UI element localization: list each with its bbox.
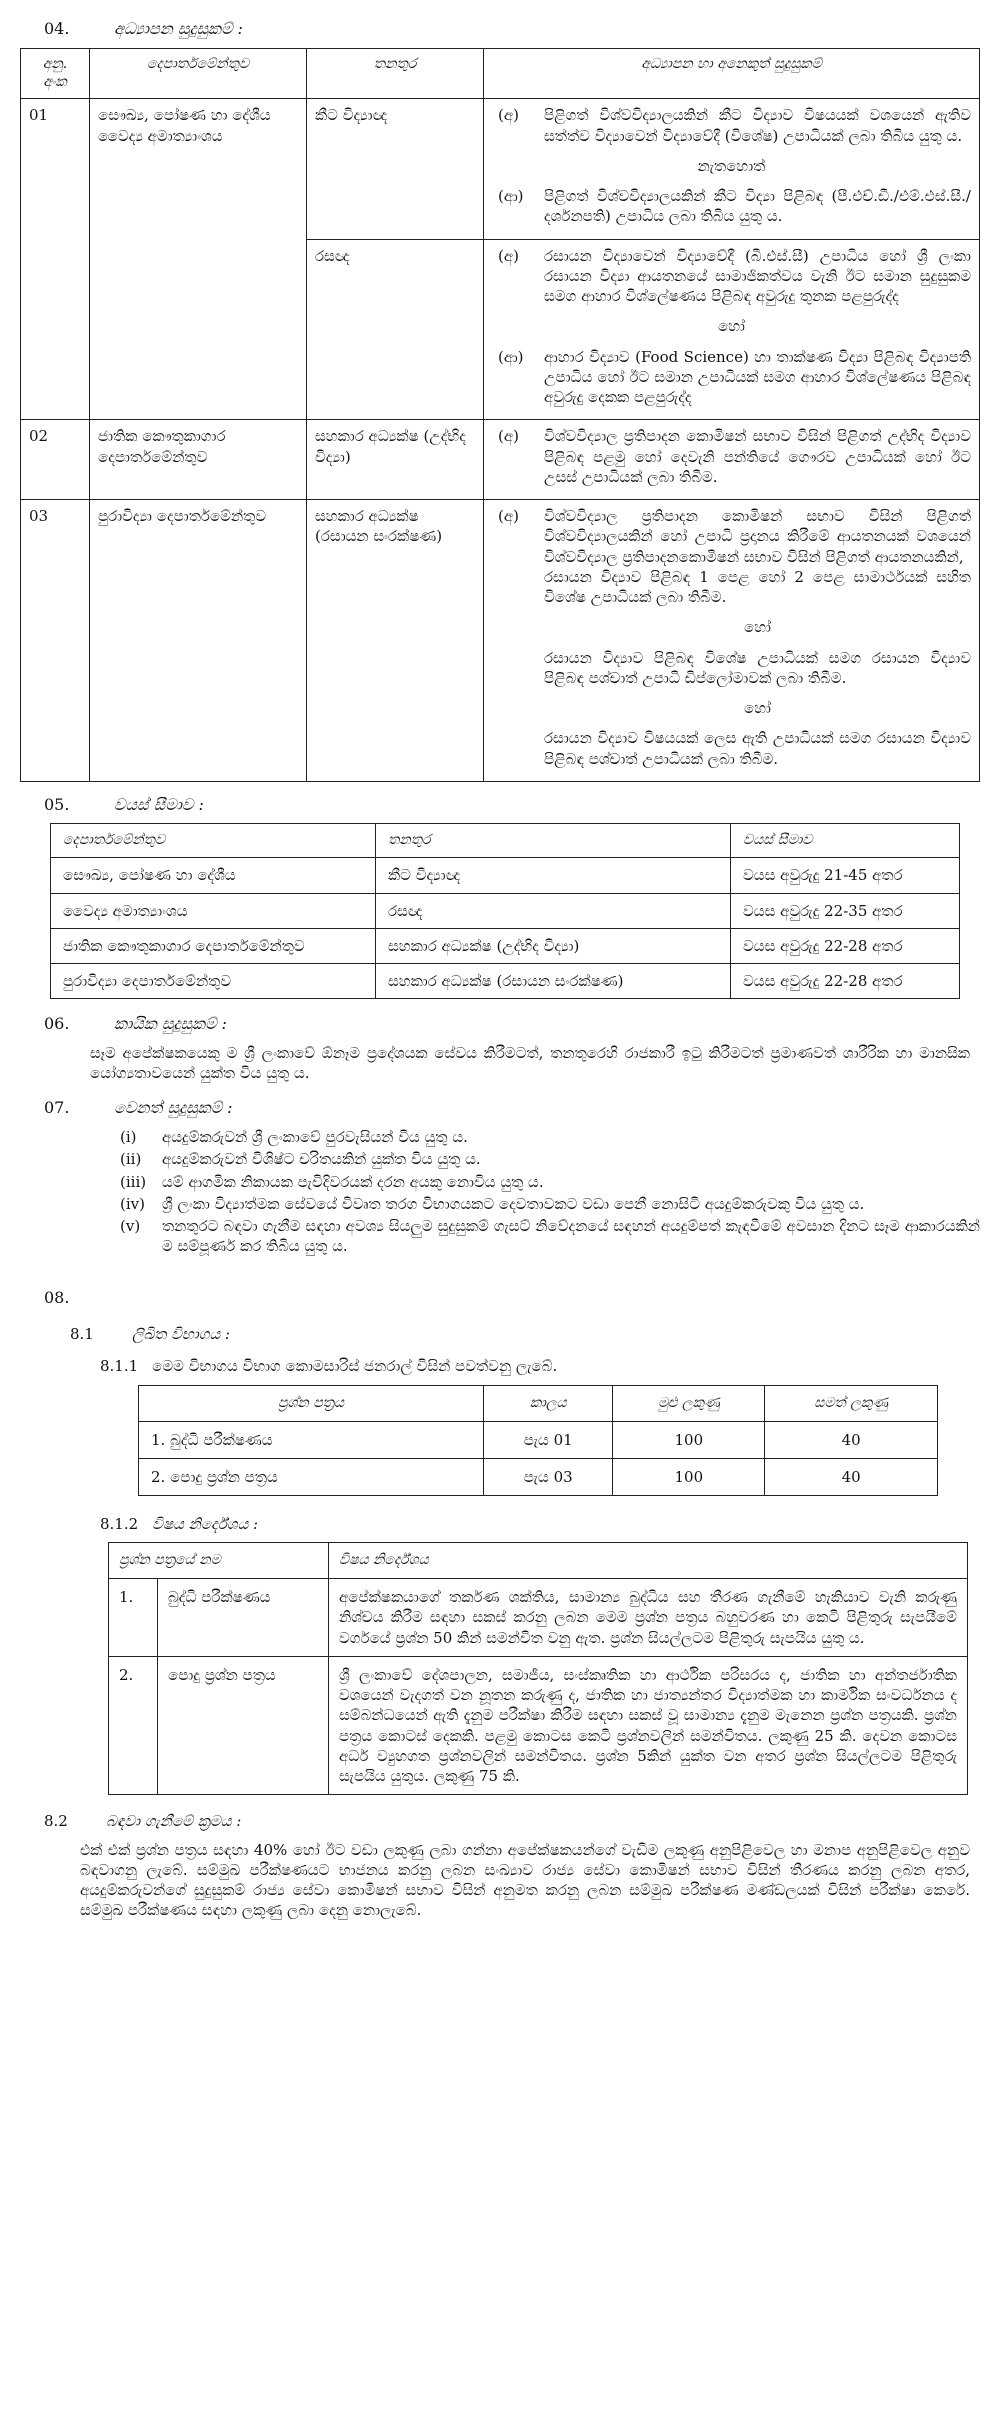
col-header-department: දෙපාර්තමේන්තුව [51,824,376,858]
department-cell: පුරාවිද්‍යා දෙපාර්තමේන්තුව [51,964,376,999]
table-row [21,500,980,782]
item-text: විශ්වවිද්‍යාල ප්‍රතිපාදන කොමිෂන් සභාව විසින් පිළිගත් උද්භිද විද්‍යාව පිළිබඳ පළමු හෝ දෙවැනි පන්තියේ ගෞරව උපාධියක් හෝ ඊට උසස් උපාධියක් ලබා තිබීම. [544,427,971,486]
qualification-item [492,246,971,307]
table-row [139,1421,938,1458]
row-number: 1. [109,1579,158,1657]
qualification-cell [484,99,980,239]
or-separator: නැතහොත් [697,156,766,175]
col-header-post: තනතුර [307,48,484,99]
time-cell: පැය 01 [484,1421,613,1458]
item-marker: (අ) [498,246,519,265]
post-cell: රසඥ [307,239,484,420]
department-cell: ජාතික කෞතුකාගාර දෙපාර්තමේන්තුව [90,420,307,500]
subsection-8-1-1 [100,1356,980,1376]
list-text: තනතුරට බඳවා ගැනීම සඳහා අවශ්‍ය සියලුම සුදුසුකම් ගැසට් නිවේදනයේ සඳහන් අයදුම්පත් කැඳවීමේ අවසාන දිනට සෑම ආකාරයකින් ම සම්පූර්ණ කර තිබිය යුතු ය. [162,1217,980,1256]
list-marker: (i) [120,1128,137,1147]
section-04-heading [44,18,980,40]
item-marker: (ආ) [498,187,524,206]
syllabus-table [108,1542,968,1795]
qualification-item [492,426,971,487]
paper-cell: 2. පොදු ප්‍රශ්න පත්‍රය [139,1458,484,1495]
subsection-number: 8.1 [70,1325,94,1344]
list-item [120,1194,980,1214]
table-row [51,928,960,963]
post-cell: සහකාර අධ්‍යක්ෂ (උද්භිද විද්‍යා) [307,420,484,500]
age-cell: වයස අවුරුදු 22-28 අතර [731,928,960,963]
row-number: 03 [21,500,90,782]
subsection-number: 8.2 [44,1812,68,1831]
qualification-cell [484,420,980,500]
col-header-time: කාලය [484,1385,613,1421]
subsection-8-2-heading [44,1811,980,1831]
section-05-heading [44,794,980,816]
post-cell: රසඥ [376,893,731,928]
or-separator: හෝ [744,618,771,637]
list-marker: (v) [120,1217,141,1236]
row-number: 02 [21,420,90,500]
table-row [21,99,980,239]
department-cell: ජාතික කෞතුකාගාර දෙපාර්තමේන්තුව [51,928,376,963]
list-item [120,1127,980,1147]
other-qualifications-list [120,1127,980,1257]
department-cell: පුරාවිද්‍යා දෙපාර්තමේන්තුව [90,500,307,782]
table-header-row [51,824,960,858]
post-cell: සහකාර අධ්‍යක්ෂ (රසායන සංරක්ෂණ) [307,500,484,782]
section-06-heading [44,1013,980,1035]
qualification-item [492,105,971,146]
section-number: 05. [44,794,70,814]
recruitment-method-text: එක් එක් ප්‍රශ්න පත්‍රය සඳහා 40% හෝ ඊට වඩා ලකුණු ලබා ගන්නා අපේක්ෂකයන්ගේ වැඩිම ලකුණු අනුපිළිවෙල හා මනාප අනුපිළිවෙල අනුව බඳවාගනු ලැබේ. සම්මුඛ පරීක්ෂණයට භාජනය කරනු ලබන සංඛ්‍යාව රාජ්‍ය සේවා කොමිෂන් සභාව විසින් තීරණය කරනු ලබන අතර, අයදුම්කරුවන්ගේ සුදුසුකම් රාජ්‍ය සේවා කොමිෂන් සභාව විසින් අනුමත කරනු ලබන සම්මුඛ පරීක්ෂණ මණ්ඩලයක් විසින් පරීක්ෂා කෙරේ. සම්මුඛ පරීක්ෂණය සඳහා ලකුණු ලබා දෙනු නොලැබේ. [80,1840,970,1920]
or-separator: හෝ [744,699,771,718]
table-row [139,1458,938,1495]
subsection-title: විෂය නිර්දේශය : [152,1515,259,1534]
table-row [51,964,960,999]
item-text-part: විශ්වවිද්‍යාල ප්‍රතිපාදන කොමිෂන් සභාව විසින් පිළිගත් විශ්වවිද්‍යාලයකින් හෝ උපාධි ප්‍රදානය කිරීමේ ආයතනයක් වශයෙන් විශ්වවිද්‍යාල ප්‍රතිපාදනකොමිෂන් සභාව විසින් පිළිගත් ආයතනයකින්, [544,507,971,566]
table-header-row [139,1385,938,1421]
physical-qualification-text: සෑම අපේක්ෂකයෙකු ම ශ්‍රී ලංකාවේ ඕනෑම ප්‍රදේශයක සේවය කිරීමටත්, තනතුරෙහි රාජකාරී ඉටු කිරීමටත් ප්‍රමාණවත් ශාරීරික හා මානසික යෝග්‍යතාවයෙන් යුක්ත විය යුතු ය. [90,1043,970,1083]
col-header-department: දෙපාර්තමේන්තුව [90,48,307,99]
col-header-qualifications: අධ්‍යාපන හා අනෙකුත් සුදුසුකම් [484,48,980,99]
item-text: පිළිගත් විශ්වවිද්‍යාලයකින් කීට විද්‍යාව විෂයයක් වශයෙන් ඇතිව සත්ත්ව විද්‍යාවෙන් විද්‍යාවේදී (විශේෂ) උපාධියක් ලබා තිබිය යුතු ය. [544,106,971,145]
col-header-age: වයස් සීමාව [731,824,960,858]
age-cell: වයස අවුරුදු 22-35 අතර [731,893,960,928]
section-title: අධ්‍යාපන සුදුසුකම් : [114,19,243,38]
age-cell: වයස අවුරුදු 21-45 අතර [731,858,960,893]
list-item [120,1149,980,1169]
department-cell: සෞඛ්‍ය, පෝෂණ හා දේශීය [51,858,376,893]
col-header-pass-marks: සමත් ලකුණු [765,1385,938,1421]
table-row [109,1656,968,1795]
table-row [51,858,960,893]
list-text: යම් ආගමික නිකායක පැවිදිවරයක් දරන අයකු නොවිය යුතු ය. [162,1172,544,1191]
list-text: අයදුම්කරුවන් ශ්‍රී ලංකාවේ පුරවැසියන් විය යුතු ය. [162,1128,468,1147]
pass-marks-cell: 40 [765,1421,938,1458]
table-header-row [21,48,980,99]
list-marker: (iii) [120,1172,147,1191]
list-text: අයදුම්කරුවන් විශිෂ්ට චරිතයකින් යුක්ත විය යුතු ය. [162,1150,481,1169]
section-number: 06. [44,1014,70,1034]
post-cell: සහකාර අධ්‍යක්ෂ (රසායන සංරක්ෂණ) [376,964,731,999]
paper-name-cell: බුද්ධි පරීක්ෂණය [158,1579,329,1657]
list-text: ශ්‍රී ලංකා විද්‍යාත්මක සේවයේ විවෘත තරග විභාගයකට දෙවතාවකට වඩා පෙනී නොසිටි අයදුම්කරුවකු විය යුතු ය. [162,1194,865,1213]
education-qualifications-table [20,48,980,782]
item-marker: (අ) [498,106,519,125]
col-header-syllabus: විෂය නිර්දේශය [329,1543,968,1579]
col-header-no: අනු. අංක [21,48,90,99]
qualification-item [492,347,971,408]
item-marker: (අ) [498,427,519,446]
subsection-8-1-heading [70,1324,980,1344]
section-07-heading [44,1097,980,1119]
table-row [109,1579,968,1657]
row-number: 2. [109,1656,158,1795]
section-number: 07. [44,1098,70,1118]
item-text: පිළිගත් විශ්වවිද්‍යාලයකින් කීට විද්‍යා පිළිබඳ (පී.එච්.ඩී./එම්.එස්.සී./දර්ශනපති) උපාධිය ලබා තිබිය යුතු ය. [544,187,971,226]
subsection-text: මෙම විභාගය විභාග කොමසාරිස් ජනරාල් විසින් පවත්වනු ලැබේ. [152,1357,558,1376]
col-header-post: තනතුර [376,824,731,858]
post-cell: කීට විද්‍යාඥ [307,99,484,239]
item-text-part: රසායන විද්‍යාව විෂයයක් ලෙස ඇති උපාධියක් සමග රසායන විද්‍යාව පිළිබඳ පශ්චාත් උපාධියක් ලබා තිබීම. [544,729,971,768]
list-marker: (iv) [120,1194,145,1213]
paper-cell: 1. බුද්ධි පරීක්ෂණය [139,1421,484,1458]
section-title: වයස් සීමාව : [114,794,204,814]
section-title: කායික සුදුසුකම් : [114,1014,227,1034]
section-title: වෙනත් සුදුසුකම් : [114,1098,233,1118]
item-text: ආහාර විද්‍යාව (Food Science) හා තාක්ෂණ විද්‍යා පිළිබඳ විද්‍යාපති උපාධිය හෝ ඊට සමාන උපාධියක් සමග ආහාර විශ්ලේෂණය පිළිබඳ අවුරුදු දෙකක පළපුරුද්ද [544,347,971,407]
time-cell: පැය 03 [484,1458,613,1495]
department-cell: වෛද්‍ය අමාත්‍යාංශය [51,893,376,928]
row-number: 01 [21,99,90,420]
subsection-number: 8.1.2 [100,1515,139,1534]
age-cell: වයස අවුරුදු 22-28 අතර [731,964,960,999]
or-separator: හෝ [718,317,745,336]
item-marker: (අ) [498,507,519,526]
list-item [120,1172,980,1192]
paper-name-cell: පොදු ප්‍රශ්න පත්‍රය [158,1656,329,1795]
list-marker: (ii) [120,1150,142,1169]
post-cell: සහකාර අධ්‍යක්ෂ (උද්භිද විද්‍යා) [376,928,731,963]
post-cell: කීට විද්‍යාඥ [376,858,731,893]
col-header-total-marks: මුළු ලකුණු [613,1385,765,1421]
item-text [544,506,971,769]
syllabus-cell: අපේක්ෂකයාගේ තර්කණ ශක්තිය, සාමාන්‍ය බුද්ධිය සහ තීරණ ගැනීමේ හැකියාව වැනි කරුණු නිශ්චය කිරීම සඳහා සකස් කරනු ලබන මෙම ප්‍රශ්න පත්‍රය බහුවරණ හා කෙටි පිළිතුරු සැපයීමේ වර්ගයේ ප්‍රශ්න 50 කින් සමන්විත වනු ඇත. ප්‍රශ්න සියල්ලටම පිළිතුරු සැපයිය යුතු ය. [329,1579,968,1657]
subsection-8-1-2-heading [100,1514,980,1534]
table-row [51,893,960,928]
subsection-title: ලිඛිත විභාගය : [132,1325,230,1344]
item-text-part: රසායන විද්‍යාව පිළිබඳ විශේෂ උපාධියක් සමග රසායන විද්‍යාව පිළිබඳ පශ්චාත් උපාධි ඩිප්ලෝමාවක් ලබා තිබීම. [544,648,971,687]
qualification-item [492,186,971,227]
syllabus-cell: ශ්‍රී ලංකාවේ දේශපාලන, සමාජීය, සංස්කෘතික හා ආර්ථික පරිසරය ද, ජාතික හා අන්තර්ජාතික වශයෙන් වැදගත් වන නූතන කරුණු ද, ජාතික හා ජාත්‍යන්තර විද්‍යාත්මක හා කාර්මික සංවර්ධනය ද සම්බන්ධයෙන් ඇති දැනුම පරීක්ෂා කිරීම සඳහා සකස් වූ සාමාන්‍ය දැනුම මැනෙන ප්‍රශ්න පත්‍රයකි. ප්‍රශ්න පත්‍රය කොටස් දෙකකි. පළමු කොටස කෙටි ප්‍රශ්නවලින් සමන්විතය. ලකුණු 25 කි. දෙවන කොටස අර්ධ ව්‍යුහගත ප්‍රශ්නවලින් සමන්විතය. ප්‍රශ්න 5කින් යුක්ත වන අතර ප්‍රශ්න සියල්ලටම පිළිතුරු සැපයිය යුතුය. ලකුණු 75 කි. [329,1656,968,1795]
exam-papers-table [138,1385,938,1496]
section-number: 04. [44,19,70,38]
section-number: 08. [44,1287,70,1307]
subsection-number: 8.1.1 [100,1357,139,1376]
age-limit-table [50,823,960,999]
table-header-row [109,1543,968,1579]
qualification-cell [484,500,980,782]
item-text-part: රසායන විද්‍යාව පිළිබඳ 1 පෙළ හෝ 2 පෙළ සාමාර්ථයක් සහිත විශේෂ උපාධියක් ලබා තිබීම. [544,567,971,607]
qualification-cell [484,239,980,420]
qualification-item [492,506,971,769]
col-header-paper: ප්‍රශ්න පත්‍රය [139,1385,484,1421]
item-text: රසායන විද්‍යාවෙන් විද්‍යාවේදී (බී.එස්.සී) උපාධිය හෝ ශ්‍රී ලංකා රසායන විද්‍යා ආයතනයේ සාමාජිකත්වය වැනි ඊට සමාන සුදුසුකම සමග ආහාර විශ්ලේෂණය පිළිබඳ අවුරුදු තුනක පළපුරුද්ද [544,246,971,306]
item-marker: (ආ) [498,347,524,366]
total-marks-cell: 100 [613,1421,765,1458]
table-row [21,420,980,500]
list-item [120,1216,980,1257]
subsection-title: බඳවා ගැනීමේ ක්‍රමය : [106,1812,242,1831]
section-08-heading [44,1287,980,1309]
department-cell: සෞඛ්‍ය, පෝෂණ හා දේශීය වෛද්‍ය අමාත්‍යාංශය [90,99,307,420]
pass-marks-cell: 40 [765,1458,938,1495]
col-header-paper-name: ප්‍රශ්න පත්‍රයේ නම [109,1543,329,1579]
total-marks-cell: 100 [613,1458,765,1495]
